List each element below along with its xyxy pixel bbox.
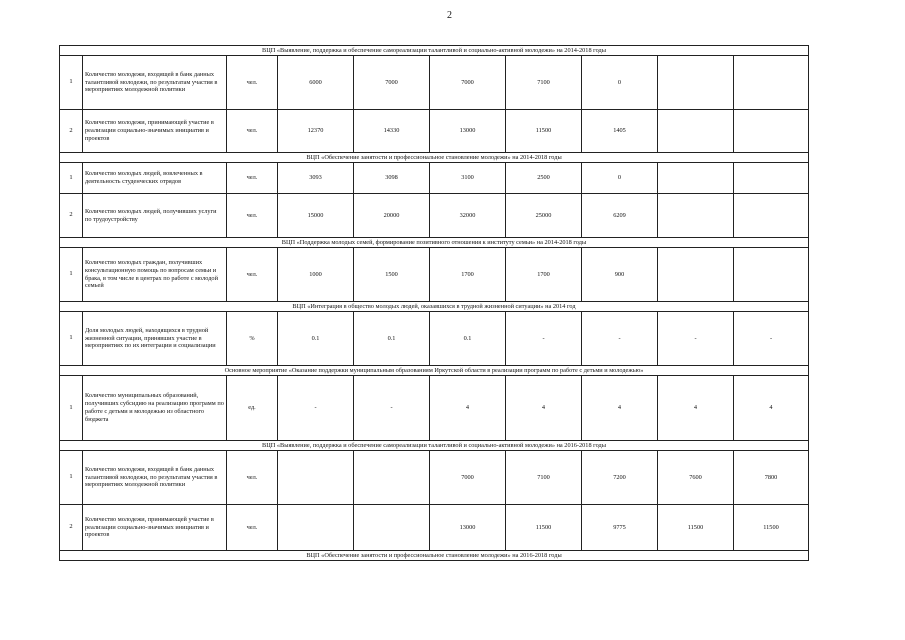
unit-cell: чел.: [227, 505, 278, 551]
section-title: ВЦП «Интеграция в общество молодых людей, оказавшихся в трудной жизненной ситуации» на 2014 год: [60, 302, 809, 312]
value-cell: [658, 248, 734, 302]
section-header-row: [60, 46, 809, 56]
value-cell: 1000: [278, 248, 354, 302]
value-cell: 1405: [582, 110, 658, 153]
value-cell: [734, 194, 809, 238]
value-cell: 4: [582, 376, 658, 441]
indicators-table: [59, 45, 809, 561]
value-cell: 1700: [430, 248, 506, 302]
value-cell: 7000: [354, 56, 430, 110]
unit-cell: %: [227, 312, 278, 366]
value-cell: [734, 248, 809, 302]
section-title: ВЦП «Выявление, поддержка и обеспечение самореализации талантливой и социально-активной молодежи» на 2014-2018 годы: [60, 46, 809, 56]
row-number: 1: [60, 56, 83, 110]
value-cell: 1500: [354, 248, 430, 302]
indicator-name: Количество молодежи, принимающей участие в реализации социально-значимых инициатив и проектов: [83, 505, 227, 551]
unit-cell: чел.: [227, 194, 278, 238]
value-cell: 4: [734, 376, 809, 441]
value-cell: [354, 505, 430, 551]
indicator-name: Количество молодых людей, вовлеченных в деятельность студенческих отрядов: [83, 163, 227, 194]
value-cell: [658, 163, 734, 194]
value-cell: 11500: [658, 505, 734, 551]
row-number: 1: [60, 312, 83, 366]
row-number: 2: [60, 194, 83, 238]
unit-cell: чел.: [227, 451, 278, 505]
value-cell: 11500: [506, 110, 582, 153]
value-cell: 7100: [506, 451, 582, 505]
section-title: ВЦП «Выявление, поддержка и обеспечение самореализации талантливой и социально-активной молодежи» на 2016-2018 годы: [60, 441, 809, 451]
value-cell: 0.1: [430, 312, 506, 366]
section-header-row: [60, 366, 809, 376]
value-cell: [278, 451, 354, 505]
unit-cell: чел.: [227, 56, 278, 110]
row-number: 1: [60, 163, 83, 194]
value-cell: [658, 194, 734, 238]
value-cell: -: [734, 312, 809, 366]
indicator-name: Доля молодых людей, находящихся в трудной жизненной ситуации, принявших участие в мероприятиях по их интеграции и социализации: [83, 312, 227, 366]
table-row: [60, 110, 809, 153]
table-row: [60, 56, 809, 110]
section-title: ВЦП «Обеспечение занятости и профессиональное становление молодежи» на 2016-2018 годы: [60, 551, 809, 561]
value-cell: 0: [582, 163, 658, 194]
row-number: 2: [60, 505, 83, 551]
value-cell: 12370: [278, 110, 354, 153]
table-row: [60, 505, 809, 551]
value-cell: [734, 110, 809, 153]
value-cell: -: [354, 376, 430, 441]
indicator-name: Количество молодежи, входящей в банк данных талантливой молодежи, по результатам участия в мероприятиях молодежной политики: [83, 56, 227, 110]
value-cell: 6000: [278, 56, 354, 110]
row-number: 1: [60, 376, 83, 441]
section-header-row: [60, 551, 809, 561]
value-cell: [278, 505, 354, 551]
value-cell: 15000: [278, 194, 354, 238]
section-header-row: [60, 153, 809, 163]
table-row: [60, 163, 809, 194]
section-header-row: [60, 441, 809, 451]
page-number: 2: [447, 10, 452, 21]
row-number: 2: [60, 110, 83, 153]
value-cell: -: [582, 312, 658, 366]
unit-cell: чел.: [227, 248, 278, 302]
value-cell: 13000: [430, 505, 506, 551]
table-row: [60, 451, 809, 505]
value-cell: [354, 451, 430, 505]
value-cell: 7600: [658, 451, 734, 505]
value-cell: -: [658, 312, 734, 366]
value-cell: 3093: [278, 163, 354, 194]
section-title: ВЦП «Обеспечение занятости и профессиональное становление молодежи» на 2014-2018 годы: [60, 153, 809, 163]
value-cell: 7000: [430, 451, 506, 505]
table-row: [60, 194, 809, 238]
unit-cell: ед.: [227, 376, 278, 441]
indicator-name: Количество молодежи, входящей в банк данных талантливой молодежи, по результатам участия в мероприятиях молодежной политики: [83, 451, 227, 505]
indicator-name: Количество молодых граждан, получивших консультационную помощь по вопросам семьи и брака, в том числе в центрах по работе с молодой семьей: [83, 248, 227, 302]
indicator-name: Количество муниципальных образований, получивших субсидию на реализацию программ по работе с детьми и молодежью из областного бюджета: [83, 376, 227, 441]
value-cell: -: [278, 376, 354, 441]
section-header-row: [60, 238, 809, 248]
value-cell: 20000: [354, 194, 430, 238]
value-cell: 900: [582, 248, 658, 302]
value-cell: 11500: [506, 505, 582, 551]
value-cell: [734, 163, 809, 194]
section-header-row: [60, 302, 809, 312]
table-row: [60, 376, 809, 441]
value-cell: 25000: [506, 194, 582, 238]
indicator-name: Количество молодежи, принимающей участие в реализации социально-значимых инициатив и проектов: [83, 110, 227, 153]
value-cell: 9775: [582, 505, 658, 551]
table-row: [60, 248, 809, 302]
value-cell: 7800: [734, 451, 809, 505]
value-cell: 1700: [506, 248, 582, 302]
section-title: ВЦП «Поддержка молодых семей, формирование позитивного отношения к институту семьи» на 2014-2018 годы: [60, 238, 809, 248]
value-cell: 4: [658, 376, 734, 441]
value-cell: 7200: [582, 451, 658, 505]
value-cell: 3098: [354, 163, 430, 194]
value-cell: [658, 56, 734, 110]
value-cell: 0.1: [278, 312, 354, 366]
value-cell: 4: [430, 376, 506, 441]
row-number: 1: [60, 248, 83, 302]
row-number: 1: [60, 451, 83, 505]
value-cell: [658, 110, 734, 153]
value-cell: 13000: [430, 110, 506, 153]
section-title: Основное мероприятие «Оказание поддержки муниципальным образованиям Иркутской области в реализации программ по работе с детьми и молодежью»: [60, 366, 809, 376]
value-cell: 7100: [506, 56, 582, 110]
value-cell: [734, 56, 809, 110]
value-cell: -: [506, 312, 582, 366]
value-cell: 11500: [734, 505, 809, 551]
value-cell: 7000: [430, 56, 506, 110]
value-cell: 0: [582, 56, 658, 110]
unit-cell: чел.: [227, 163, 278, 194]
value-cell: 0.1: [354, 312, 430, 366]
value-cell: 32000: [430, 194, 506, 238]
value-cell: 3100: [430, 163, 506, 194]
value-cell: 2500: [506, 163, 582, 194]
value-cell: 14330: [354, 110, 430, 153]
unit-cell: чел.: [227, 110, 278, 153]
indicator-name: Количество молодых людей, получивших услуги по трудоустройству: [83, 194, 227, 238]
table-row: [60, 312, 809, 366]
value-cell: 6209: [582, 194, 658, 238]
value-cell: 4: [506, 376, 582, 441]
